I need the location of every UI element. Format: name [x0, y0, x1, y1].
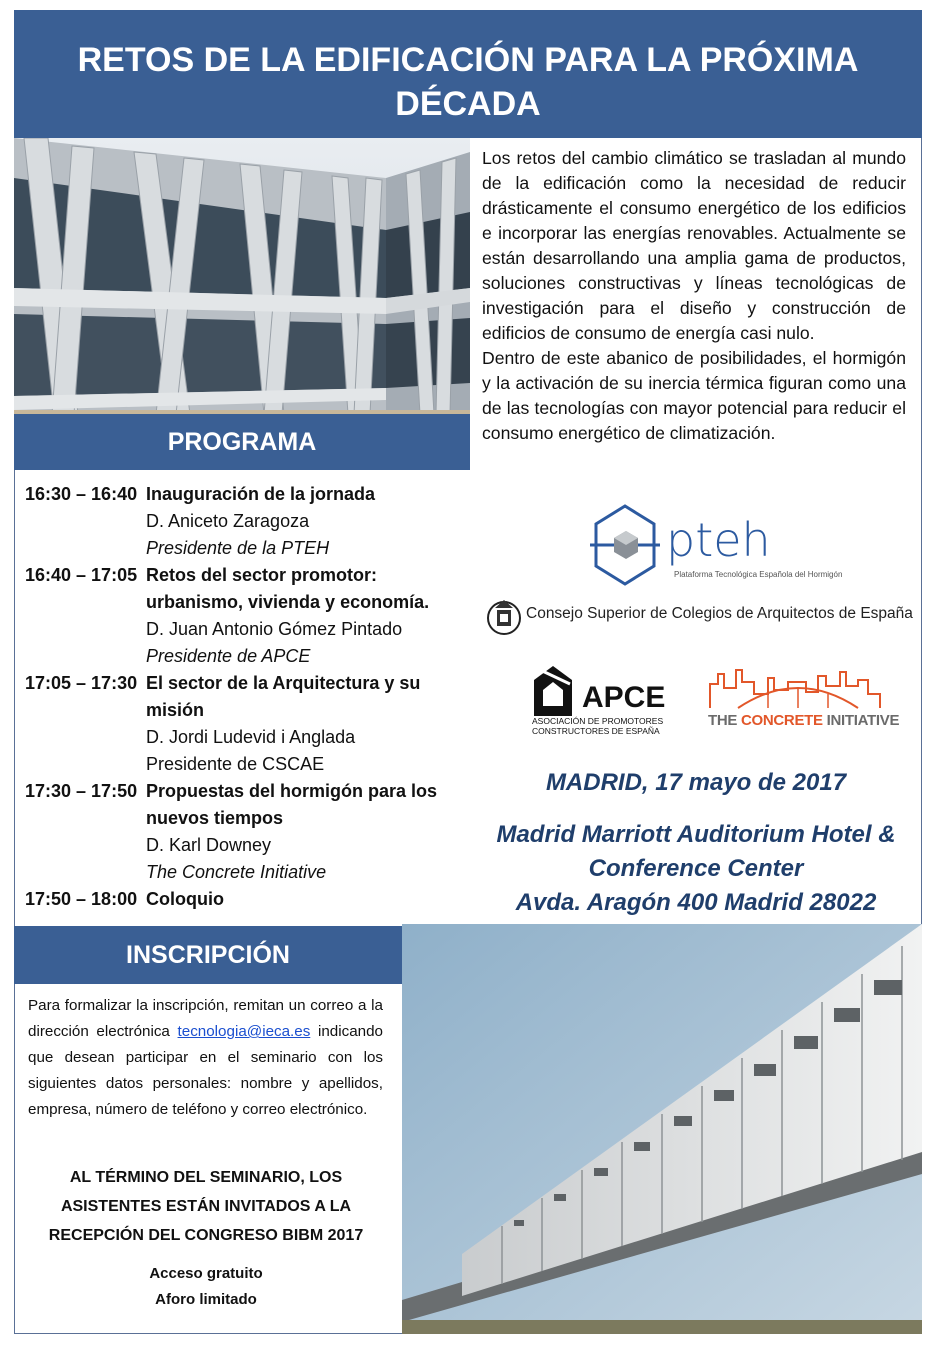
cscae-name: Consejo Superior de Colegios de Arquitectos de España: [526, 605, 913, 622]
inscripcion-heading: [14, 926, 402, 984]
program-title: El sector de la Arquitectura y su misión: [146, 673, 421, 720]
venue-line-2: Conference Center: [588, 855, 804, 882]
program-item: [25, 886, 465, 913]
inscripcion-text-start: Para formalizar la inscripción, remitan un correo a la dirección electrónica: [28, 997, 383, 1040]
program-title: Coloquio: [146, 889, 224, 909]
apce-logo: [530, 662, 670, 738]
program-role: The Concrete Initiative: [146, 862, 327, 882]
programa-heading-label: PROGRAMA: [167, 428, 317, 456]
program-title: Inauguración de la jornada: [146, 484, 376, 504]
pteh-logo: [590, 500, 843, 592]
access-info: [22, 1261, 390, 1313]
program-time: 17:30 – 17:50: [25, 781, 138, 801]
program-time: 17:50 – 18:00: [25, 889, 138, 909]
capacity-limited: Aforo limitado: [155, 1291, 257, 1308]
venue-address: Avda. Aragón 400 Madrid 28022: [515, 889, 877, 916]
program-speaker: D. Jordi Ludevid i Anglada: [146, 727, 356, 747]
reception-line-3: RECEPCIÓN DEL CONGRESO BIBM 2017: [48, 1227, 364, 1244]
program-time: 17:05 – 17:30: [25, 673, 138, 693]
programa-heading: [14, 414, 470, 470]
tci-word-concrete: CONCRETE: [740, 712, 823, 729]
program-role: Presidente de la PTEH: [146, 538, 330, 558]
program-role: Presidente de CSCAE: [146, 754, 325, 774]
email-link[interactable]: tecnologia@ieca.es: [177, 1023, 311, 1040]
cscae-logo: [486, 594, 916, 638]
inscripcion-heading-label: INSCRIPCIÓN: [126, 941, 290, 969]
program-role: Presidente de APCE: [146, 646, 311, 666]
program-title: Propuestas del hormigón para los nuevos tiempos: [146, 781, 438, 828]
pteh-hexagon-icon: [590, 500, 660, 592]
page-title-line-2: DÉCADA: [395, 85, 541, 123]
apce-wordmark: APCE: [582, 681, 666, 714]
access-free: Acceso gratuito: [149, 1265, 263, 1282]
venue-line-1: Madrid Marriott Auditorium Hotel &: [496, 821, 896, 848]
event-date: [470, 766, 922, 800]
program-item: [25, 670, 465, 778]
pteh-wordmark: pteh: [666, 513, 771, 567]
program-title: Retos del sector promotor: urbanismo, vivienda y economía.: [146, 565, 430, 612]
tci-word-the: THE: [708, 712, 741, 729]
program-item: [25, 778, 465, 886]
intro-text: [482, 146, 906, 446]
intro-paragraph-1: Los retos del cambio climático se trasladan al mundo de la edificación como la necesidad de reducir drásticamente el consumo energético de los edificios e incorporar las energías renovables. Actualmente se están desarrollando una amplia gama de productos, soluciones constructivas y líneas tecnológicas de investigación para el diseño y construcción de edificios de consumo de energía casi nulo.: [482, 148, 906, 343]
building-photo-top: [14, 138, 470, 414]
program-item: [25, 562, 465, 670]
program-speaker: D. Juan Antonio Gómez Pintado: [146, 619, 403, 639]
reception-line-2: ASISTENTES ESTÁN INVITADOS A LA: [60, 1198, 352, 1215]
inscripcion-text: [28, 993, 383, 1123]
program-time: 16:40 – 17:05: [25, 565, 138, 585]
city-skyline-icon: [708, 664, 888, 710]
program-speaker: D. Aniceto Zaragoza: [146, 511, 310, 531]
inscripcion-text-end: indicando que desean participar en el seminario con los siguientes datos personales: nombre y apellidos, empresa, número de teléfono y correo electrónico.: [28, 1023, 383, 1118]
program-item: [25, 481, 465, 562]
building-photo-bottom: [402, 924, 922, 1334]
program-list: [25, 481, 465, 913]
pteh-subtitle: Plataforma Tecnológica Española del Hormigón: [674, 570, 843, 579]
concrete-initiative-logo: [706, 664, 900, 736]
apce-subtitle-2: CONSTRUCTORES DE ESPAÑA: [532, 726, 660, 736]
page-title-line-1: RETOS DE LA EDIFICACIÓN PARA LA PRÓXIMA: [77, 41, 859, 79]
reception-line-1: AL TÉRMINO DEL SEMINARIO, LOS: [69, 1169, 343, 1186]
event-venue: [470, 818, 922, 920]
apce-subtitle-1: ASOCIACIÓN DE PROMOTORES: [532, 716, 664, 726]
reception-notice: [22, 1163, 390, 1250]
program-time: 16:30 – 16:40: [25, 484, 138, 504]
program-speaker: D. Karl Downey: [146, 835, 272, 855]
title-banner: [14, 10, 922, 138]
intro-paragraph-2: Dentro de este abanico de posibilidades, el hormigón y la activación de su inercia térmica figuran como una de las tecnologías con mayor potencial para reducir el consumo energético de climatización.: [482, 348, 906, 443]
event-date-text: MADRID, 17 mayo de 2017: [545, 769, 847, 796]
tci-word-initiative: INITIATIVE: [822, 712, 900, 729]
apce-house-icon: [532, 664, 574, 720]
cscae-seal-icon: [486, 596, 522, 636]
